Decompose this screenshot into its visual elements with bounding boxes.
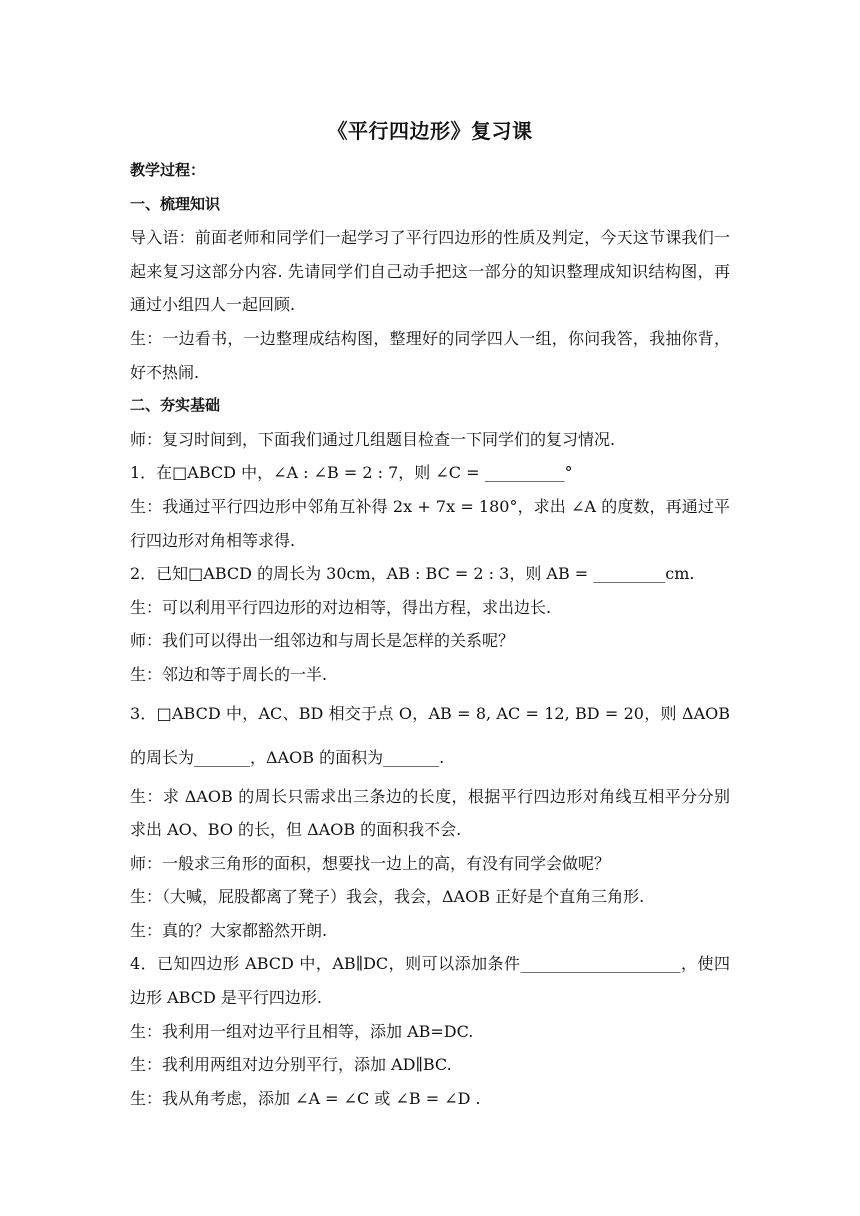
paragraph-student-9: 生：我利用两组对边分别平行，添加 AD∥BC. [130, 1055, 452, 1075]
paragraph-student-1: 生：一边看书，一边整理成结构图，整理好的同学四人一组，你问我答，我抽你背，好不热闹. [130, 328, 730, 382]
question-3: 3．□ABCD 中，AC、BD 相交于点 O，AB = 8, AC = 12, BD = 20，则 ΔAOB 的周长为_______，ΔAOB 的面积为_______. [130, 703, 730, 767]
paragraph-student-8: 生：我利用一组对边平行且相等，添加 AB=DC. [130, 1021, 474, 1041]
section-heading-review: 一、梳理知识 [130, 194, 221, 213]
paragraph-intro: 导入语：前面老师和同学们一起学习了平行四边形的性质及判定，今天这节课我们一起来复习这部分内容. 先请同学们自己动手把这一部分的知识整理成知识结构图，再通过小组四人一起回顾. [130, 228, 730, 315]
question-4: 4．已知四边形 ABCD 中，AB∥DC，则可以添加条件____________________，使四边形 ABCD 是平行四边形. [130, 954, 730, 1008]
paragraph-teacher-3: 师：一般求三角形的面积，想要找一边上的高，有没有同学会做呢？ [130, 853, 611, 873]
paragraph-student-2: 生：我通过平行四边形中邻角互补得 2x + 7x = 180°，求出 ∠A 的度数，再通过平行四边形对角相等求得. [130, 496, 730, 550]
document-body [130, 154, 730, 1115]
paragraph-student-5: 生：求 ΔAOB 的周长只需求出三条边的长度，根据平行四边形对角线互相平分分别求出 AO、BO 的长，但 ΔAOB 的面积我不会. [130, 786, 730, 840]
paragraph-student-7: 生：真的？大家都豁然开朗. [130, 920, 328, 940]
document-title: 《平行四边形》复习课 [327, 119, 533, 143]
question-1: 1．在□ABCD 中，∠A : ∠B = 2 : 7，则 ∠C = __________° [130, 463, 573, 483]
paragraph-student-3: 生：可以利用平行四边形的对边相等，得出方程，求出边长. [130, 597, 552, 617]
paragraph-student-4: 生：邻边和等于周长的一半. [130, 664, 328, 684]
paragraph-student-6: 生：（大喊，屁股都离了凳子）我会，我会，ΔAOB 正好是个直角三角形. [130, 887, 645, 907]
section-heading-process: 教学过程： [130, 161, 206, 179]
paragraph-teacher-1: 师：复习时间到，下面我们通过几组题目检查一下同学们的复习情况. [130, 429, 616, 449]
section-heading-basics: 二、夯实基础 [130, 396, 221, 415]
paragraph-student-10: 生：我从角考虑，添加 ∠A = ∠C 或 ∠B = ∠D . [130, 1088, 481, 1108]
question-2: 2．已知□ABCD 的周长为 30cm，AB : BC = 2 : 3，则 AB = _________cm. [130, 564, 695, 584]
paragraph-teacher-2: 师：我们可以得出一组邻边和与周长是怎样的关系呢？ [130, 631, 515, 651]
